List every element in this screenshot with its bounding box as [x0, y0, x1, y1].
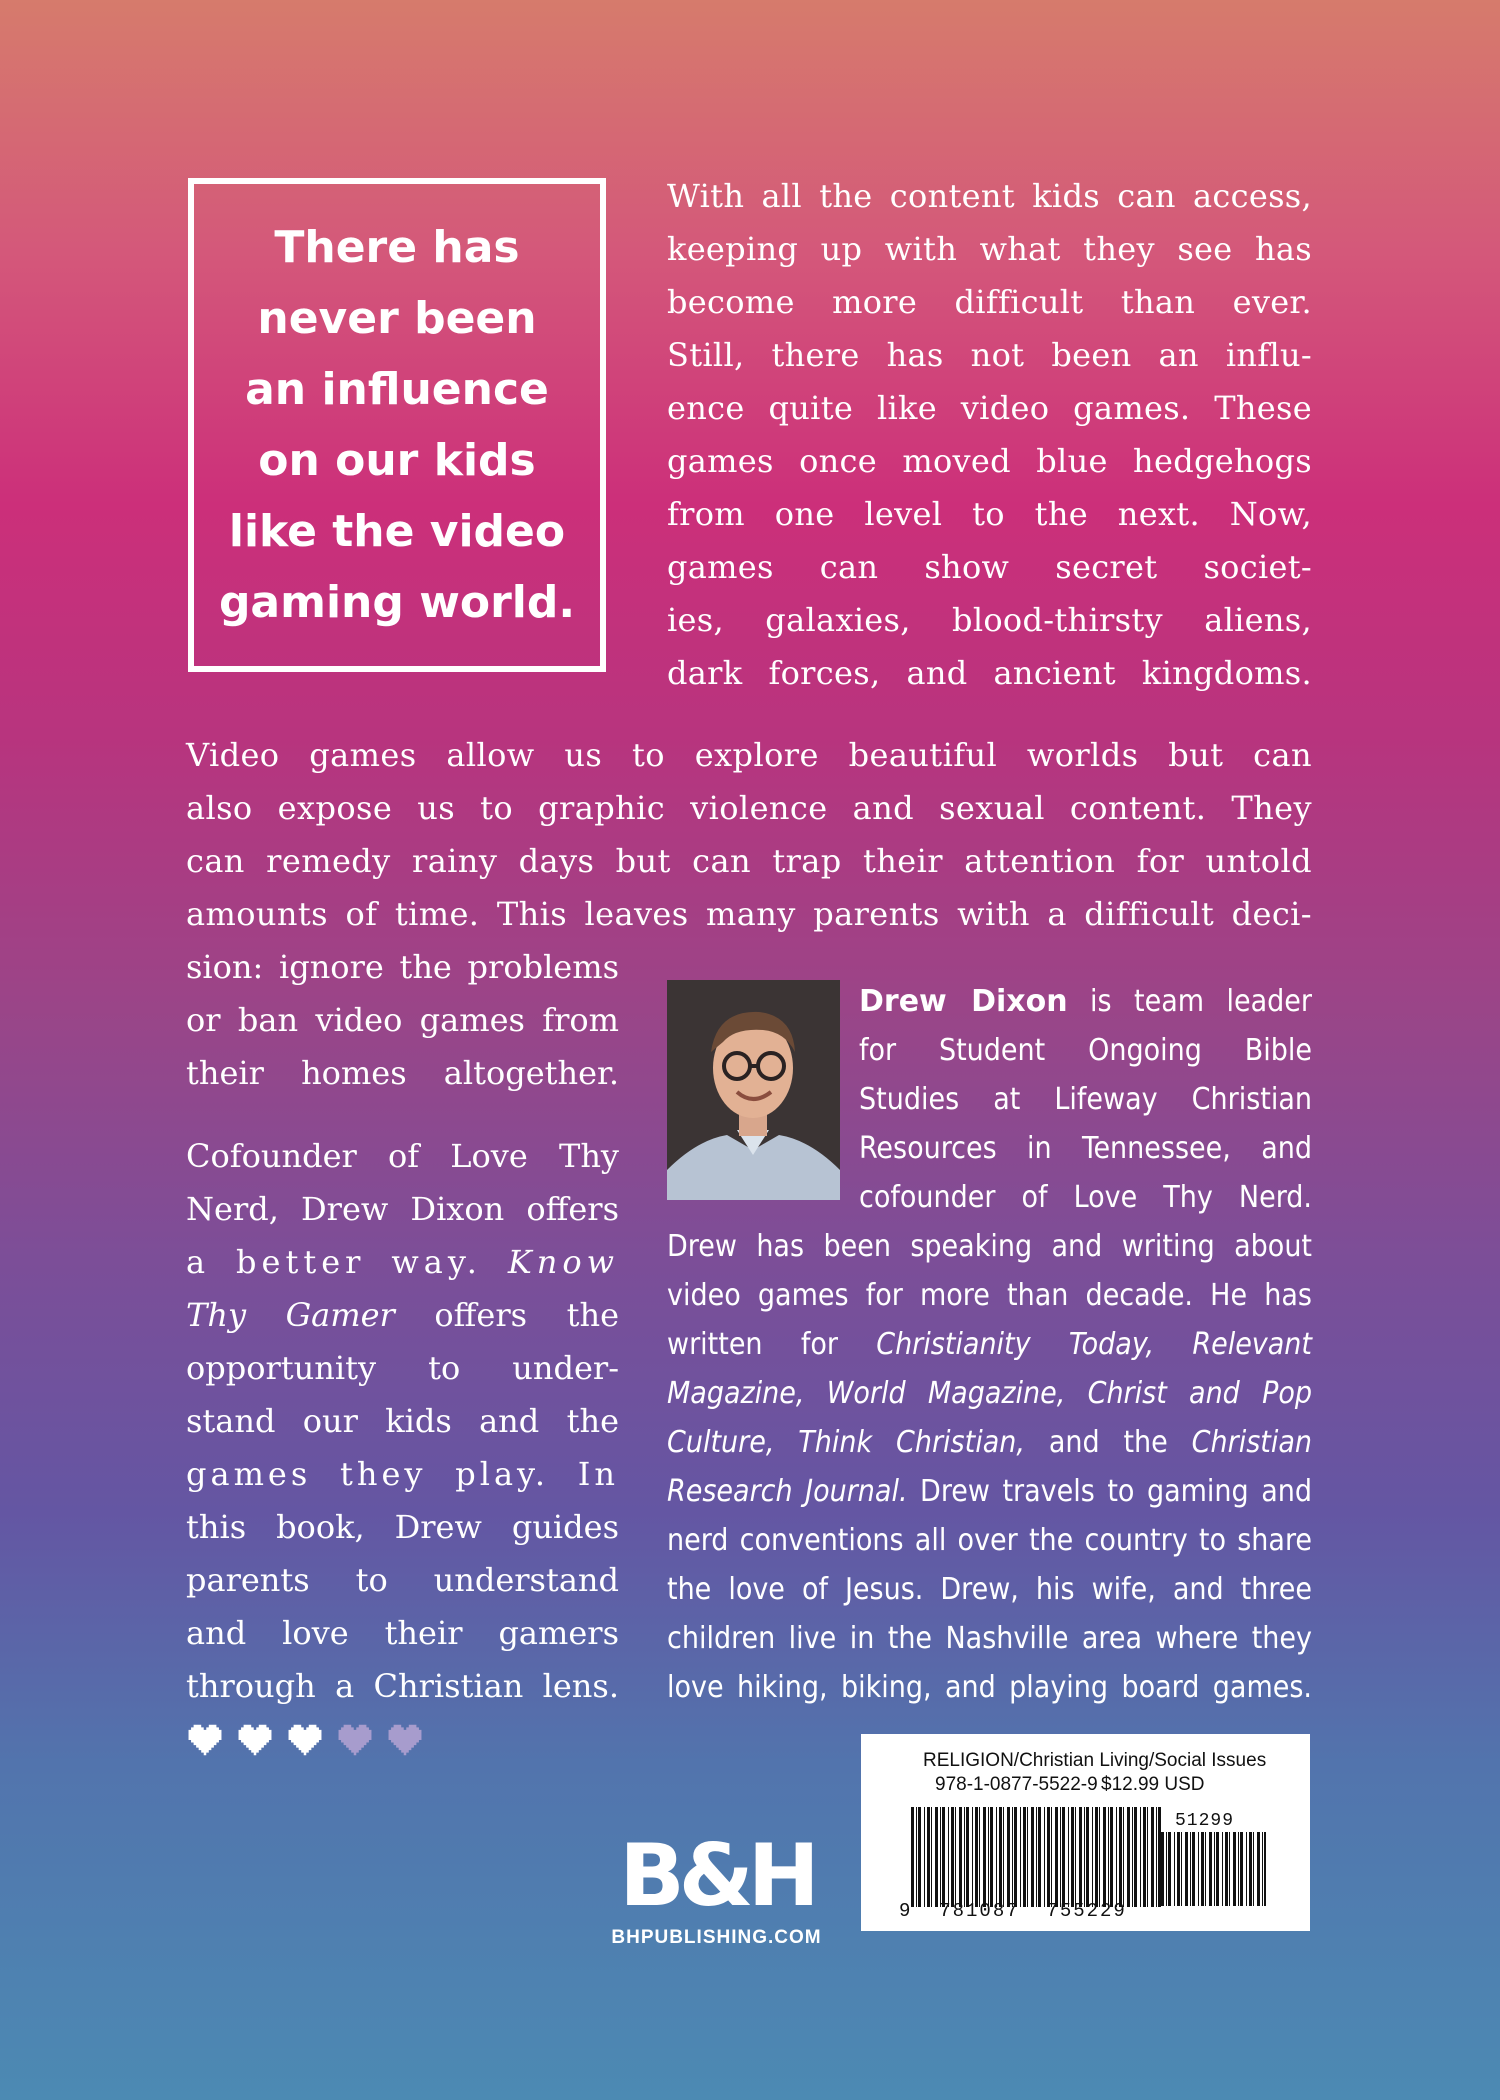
- barcode-bar: [1023, 1807, 1026, 1907]
- barcode-bar: [975, 1807, 978, 1907]
- barcode-bar: [1108, 1807, 1109, 1907]
- barcode-bar: [1225, 1832, 1228, 1906]
- barcode-bar: [1185, 1832, 1188, 1906]
- text-line: become more difficult than ever.: [667, 283, 1312, 321]
- text-line: games once moved blue hedgehogs: [667, 442, 1312, 480]
- text-line: stand our kids and the: [186, 1402, 619, 1440]
- barcode-bar: [972, 1807, 973, 1907]
- text-line: Nerd, Drew Dixon offers: [186, 1190, 619, 1228]
- barcode-bar: [1044, 1807, 1045, 1907]
- text-line: games they play. In: [186, 1455, 619, 1493]
- text-line: opportunity to under-: [186, 1349, 619, 1387]
- heart-filled-icon: [236, 1722, 274, 1758]
- barcode-bar: [1147, 1807, 1148, 1907]
- text-line: dark forces, and ancient kingdoms.: [667, 654, 1312, 692]
- barcode-bar: [1055, 1807, 1058, 1907]
- barcode-bar: [1246, 1832, 1247, 1906]
- text-line: parents to understand: [186, 1561, 619, 1599]
- barcode-bar: [1095, 1807, 1098, 1907]
- text-line: Thy Gamer offers the: [186, 1296, 619, 1334]
- barcode-bar: [1156, 1807, 1157, 1907]
- text-line: through a Christian lens.: [186, 1667, 619, 1705]
- barcode-bar: [1119, 1807, 1122, 1907]
- text-line: amounts of time. This leaves many parents with a difficult deci-: [186, 895, 1312, 933]
- barcode-bar: [1132, 1807, 1133, 1907]
- barcode-bar: [1060, 1807, 1061, 1907]
- barcode-bar: [935, 1807, 938, 1907]
- barcode-bar: [1038, 1807, 1041, 1907]
- barcode-bar: [999, 1807, 1002, 1907]
- barcode-bar: [1166, 1832, 1167, 1906]
- barcode-bar: [1116, 1807, 1117, 1907]
- publisher-logo-mark: B&H: [619, 1826, 814, 1926]
- bio-line: cofounder of Love Thy Nerd.: [859, 1180, 1312, 1215]
- barcode-bar: [1161, 1832, 1164, 1906]
- barcode-bar: [990, 1807, 993, 1907]
- barcode-bar: [927, 1807, 930, 1907]
- barcode-bar: [1229, 1832, 1230, 1906]
- barcode-isbn: 978-1-0877-5522-9: [935, 1774, 1098, 1795]
- barcode-bar: [1201, 1832, 1204, 1906]
- barcode-bar: [1086, 1807, 1089, 1907]
- barcode-bar: [1209, 1832, 1212, 1906]
- bio-line: Culture, Think Christian, and the Christian: [667, 1425, 1313, 1460]
- bio-line: written for Christianity Today, Relevant: [667, 1327, 1312, 1362]
- barcode-main-bars: [911, 1807, 1161, 1907]
- text-line: Video games allow us to explore beautiful worlds but can: [186, 736, 1312, 774]
- text-line: can remedy rainy days but can trap their attention for untold: [186, 842, 1312, 880]
- barcode-bar: [983, 1807, 986, 1907]
- barcode-bar: [931, 1807, 932, 1907]
- barcode-bar: [1262, 1832, 1263, 1906]
- bio-line: love hiking, biking, and playing board games.: [667, 1670, 1312, 1705]
- heart-empty-icon: [386, 1722, 424, 1758]
- middle-paragraph: [186, 729, 1312, 941]
- bio-line: Research Journal. Drew travels to gaming and: [667, 1474, 1312, 1509]
- barcode-bar: [1003, 1807, 1004, 1907]
- barcode-bar: [1198, 1832, 1199, 1906]
- publisher-url: BHPUBLISHING.COM: [611, 1927, 822, 1948]
- barcode-bar: [1151, 1807, 1154, 1907]
- bio-line: for Student Ongoing Bible: [859, 1033, 1312, 1068]
- barcode-bar: [1205, 1832, 1206, 1906]
- text-line: also expose us to graphic violence and sexual content. They: [186, 789, 1312, 827]
- barcode-bar: [1233, 1832, 1236, 1906]
- barcode-bar: [924, 1807, 925, 1907]
- text-line: With all the content kids can access,: [667, 177, 1312, 215]
- barcode-bar: [996, 1807, 997, 1907]
- book-title: Thy Gamer: [186, 1296, 395, 1334]
- barcode-bar: [1020, 1807, 1021, 1907]
- author-name: Drew Dixon: [859, 984, 1068, 1019]
- barcode-bar: [1240, 1832, 1243, 1906]
- barcode-bar: [1140, 1807, 1141, 1907]
- barcode-bar: [1014, 1807, 1017, 1907]
- bio-line: children live in the Nashville area where they: [667, 1621, 1312, 1656]
- middle-paragraph-continued: [186, 941, 619, 1100]
- barcode-bar: [1123, 1807, 1124, 1907]
- barcode-bar: [1134, 1807, 1137, 1907]
- text-line: or ban video games from: [186, 1001, 619, 1039]
- text-line: games can show secret societ-: [667, 548, 1312, 586]
- author-bio: [667, 977, 1312, 1712]
- text-line: a better way. Know: [186, 1243, 619, 1281]
- barcode-bar: [948, 1807, 949, 1907]
- barcode-bar: [1071, 1807, 1074, 1907]
- barcode-bar: [1031, 1807, 1034, 1907]
- barcode-bar: [916, 1807, 917, 1907]
- barcode-bar: [1143, 1807, 1146, 1907]
- barcode-bar: [1075, 1807, 1076, 1907]
- text-line: from one level to the next. Now,: [667, 495, 1312, 533]
- barcode-bar: [966, 1807, 969, 1907]
- barcode-addon-bars: [1161, 1832, 1266, 1906]
- pull-quote-text: There has never been an influence on our kids like the video gaming world.: [218, 222, 576, 628]
- barcode-bar: [1047, 1807, 1050, 1907]
- barcode-bar: [1007, 1807, 1010, 1907]
- bio-line: Magazine, World Magazine, Christ and Pop: [667, 1376, 1312, 1411]
- barcode-bar: [1062, 1807, 1065, 1907]
- barcode-bar: [1084, 1807, 1085, 1907]
- text-line: Cofounder of Love Thy: [186, 1137, 619, 1175]
- barcode-bar: [955, 1807, 956, 1907]
- barcode-category: RELIGION/Christian Living/Social Issues: [923, 1750, 1267, 1771]
- barcode-bar: [1012, 1807, 1013, 1907]
- bio-line: Drew has been speaking and writing about: [667, 1229, 1312, 1264]
- text-line: their homes altogether.: [186, 1054, 619, 1092]
- publisher-logo: [604, 1826, 829, 1949]
- text-line: Still, there has not been an influ-: [667, 336, 1312, 374]
- barcode-bar: [1174, 1832, 1175, 1906]
- text-line: ies, galaxies, blood-thirsty aliens,: [667, 601, 1312, 639]
- barcode-bar: [1253, 1832, 1254, 1906]
- barcode-bar: [918, 1807, 921, 1907]
- barcode-bar: [1214, 1832, 1215, 1906]
- barcode-bar: [1216, 1832, 1219, 1906]
- book-title: Know: [507, 1243, 619, 1281]
- barcode-price: $12.99 USD: [1101, 1774, 1205, 1795]
- heart-filled-icon: [286, 1722, 324, 1758]
- barcode-bar: [1168, 1832, 1171, 1906]
- barcode-bar: [1257, 1832, 1260, 1906]
- text-line: sion: ignore the problems: [186, 948, 619, 986]
- heart-empty-icon: [336, 1722, 374, 1758]
- intro-paragraph: [667, 170, 1312, 700]
- barcode-bar: [988, 1807, 989, 1907]
- barcode-bar: [1177, 1832, 1180, 1906]
- bio-line: Studies at Lifeway Christian: [859, 1082, 1312, 1117]
- bio-line: video games for more than decade. He has: [667, 1278, 1312, 1313]
- barcode-bar: [1192, 1832, 1195, 1906]
- barcode-bar: [1127, 1807, 1130, 1907]
- barcode-bar: [951, 1807, 954, 1907]
- bio-line: Drew Dixon is team leader: [859, 984, 1312, 1019]
- barcode-bar: [1068, 1807, 1069, 1907]
- barcode-bar: [911, 1807, 914, 1907]
- pixel-hearts-rating: [186, 1722, 424, 1758]
- barcode-bar: [1181, 1832, 1182, 1906]
- text-line: ence quite like video games. These: [667, 389, 1312, 427]
- text-line: this book, Drew guides: [186, 1508, 619, 1546]
- barcode-bar: [1222, 1832, 1223, 1906]
- cofounder-paragraph: [186, 1130, 619, 1713]
- barcode-bar: [1238, 1832, 1239, 1906]
- barcode-bar: [1110, 1807, 1113, 1907]
- barcode-bar: [1092, 1807, 1093, 1907]
- bio-line: the love of Jesus. Drew, his wife, and three: [667, 1572, 1312, 1607]
- bio-line: nerd conventions all over the country to share: [667, 1523, 1312, 1558]
- barcode-bar: [1027, 1807, 1028, 1907]
- barcode-bar: [940, 1807, 941, 1907]
- barcode-bar: [959, 1807, 962, 1907]
- barcode-bar: [964, 1807, 965, 1907]
- isbn-barcode: [861, 1734, 1310, 1931]
- barcode-bar: [1249, 1832, 1252, 1906]
- barcode-bar: [1103, 1807, 1106, 1907]
- text-line: keeping up with what they see has: [667, 230, 1312, 268]
- barcode-addon-number: 51299: [1175, 1811, 1235, 1831]
- barcode-digits: 9 781087 755229: [899, 1900, 1127, 1922]
- barcode-bar: [1099, 1807, 1100, 1907]
- barcode-bar: [1190, 1832, 1191, 1906]
- barcode-bar: [1079, 1807, 1082, 1907]
- barcode-bar: [942, 1807, 945, 1907]
- barcode-bar: [1264, 1832, 1266, 1906]
- barcode-bar: [1051, 1807, 1052, 1907]
- text-line: and love their gamers: [186, 1614, 619, 1652]
- barcode-bar: [979, 1807, 980, 1907]
- heart-filled-icon: [186, 1722, 224, 1758]
- barcode-bar: [1036, 1807, 1037, 1907]
- bio-line: Resources in Tennessee, and: [859, 1131, 1312, 1166]
- pull-quote-box: [188, 178, 606, 672]
